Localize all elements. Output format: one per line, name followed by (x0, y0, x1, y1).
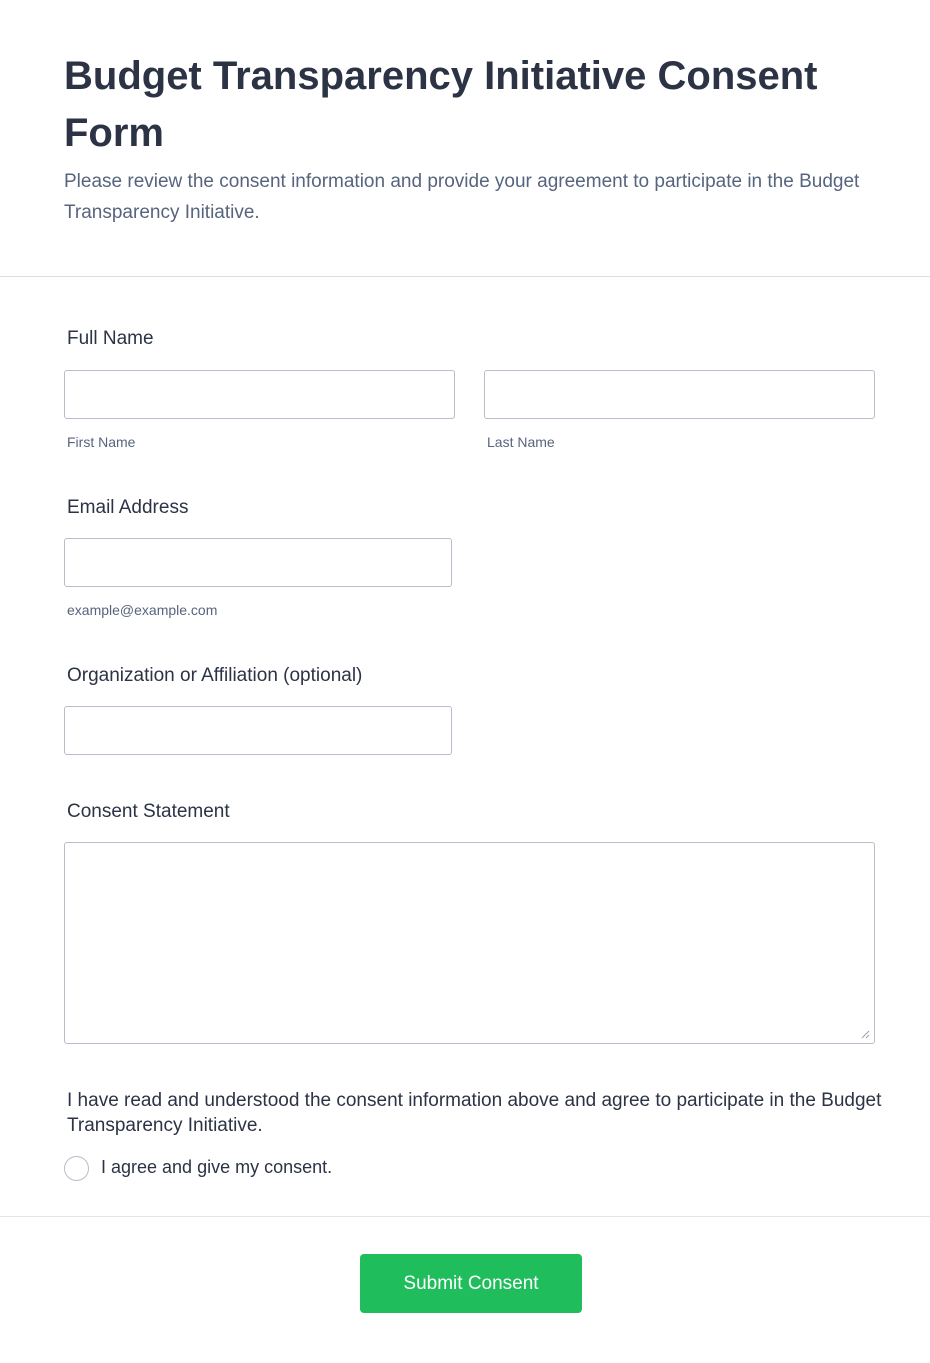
email-input[interactable] (64, 538, 452, 587)
email-label: Email Address (67, 497, 189, 518)
organization-input[interactable] (64, 706, 452, 755)
consent-statement-textarea[interactable] (64, 842, 875, 1044)
last-name-sublabel: Last Name (487, 434, 555, 450)
page-subtitle: Please review the consent information and provide your agreement to participate in the Budget Transparency Initiative. (64, 171, 860, 223)
full-name-label: Full Name (67, 328, 154, 349)
email-sublabel: example@example.com (67, 602, 218, 618)
page-title: Budget Transparency Initiative Consent Form (64, 54, 818, 155)
organization-label: Organization or Affiliation (optional) (67, 665, 363, 686)
agreement-text: I have read and understood the consent information above and agree to participate in the Budget Transparency Initiative. (67, 1090, 882, 1136)
resize-handle-icon[interactable] (860, 1029, 870, 1039)
consent-radio[interactable] (64, 1156, 89, 1181)
form-header (0, 0, 930, 277)
submit-consent-button[interactable]: Submit Consent (360, 1254, 582, 1313)
footer-divider (0, 1216, 930, 1217)
last-name-input[interactable] (484, 370, 875, 419)
first-name-sublabel: First Name (67, 434, 136, 450)
consent-radio-label[interactable]: I agree and give my consent. (101, 1157, 333, 1177)
consent-statement-label: Consent Statement (67, 801, 230, 822)
first-name-input[interactable] (64, 370, 455, 419)
